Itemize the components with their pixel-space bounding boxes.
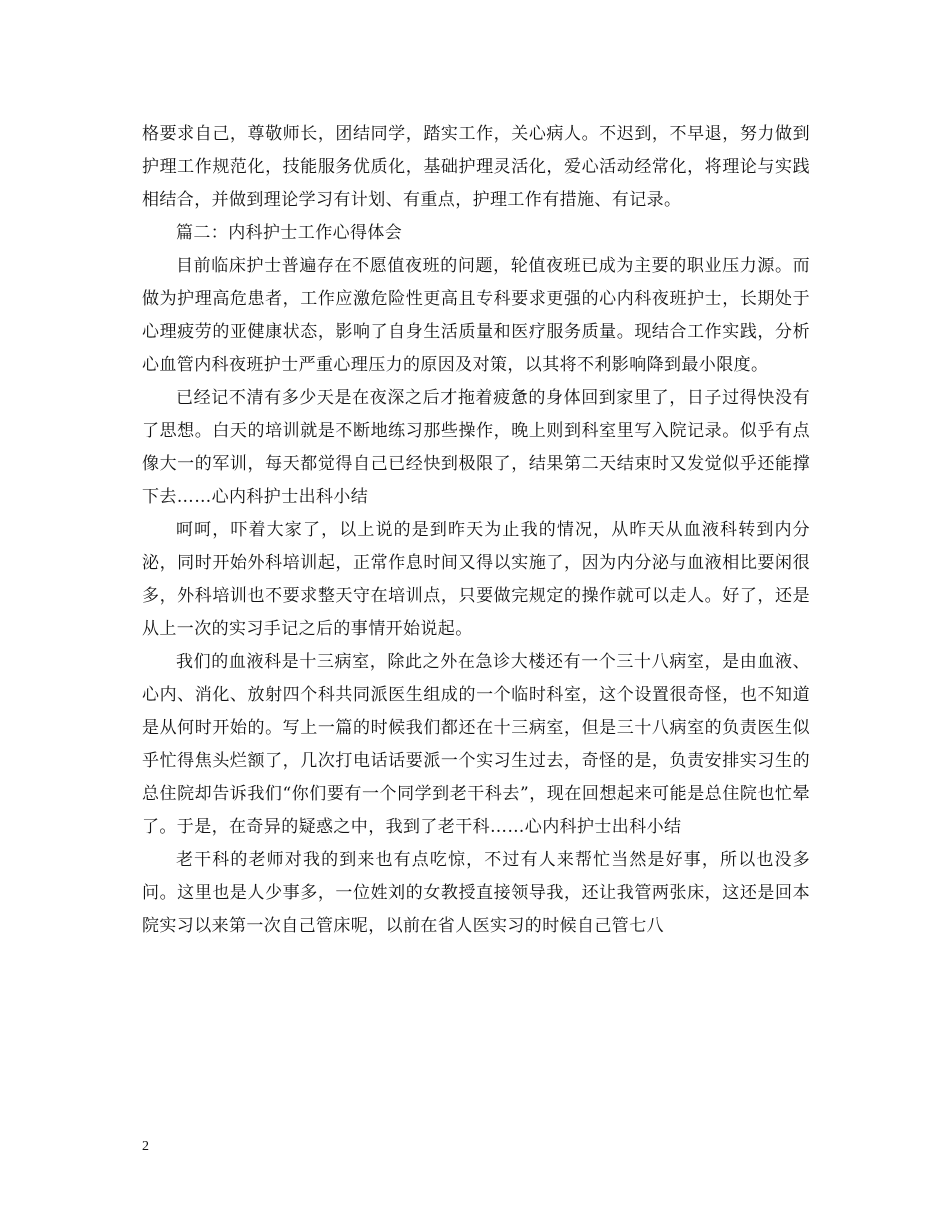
paragraph-continued: 格要求自己，尊敬师长，团结同学，踏实工作，关心病人。不迟到，不早退，努力做到护理工作规范化，技能服务优质化，基础护理灵活化，爱心活动经常化，将理论与实践相结合，并做到理论学习有计划、有重点，护理工作有措施、有记录。 — [142, 124, 810, 210]
paragraph: 我们的血液科是十三病室，除此之外在急诊大楼还有一个三十八病室，是由血液、心内、消化、放射四个科共同派医生组成的一个临时科室，这个设置很奇怪，也不知道是从何时开始的。写上一篇的时候我们都还在十三病室，但是三十八病室的负责医生似乎忙得焦头烂额了，几次打电话话要派一个实习生过去，奇怪的是，负责安排实习生的总住院却告诉我们“你们要有一个同学到老干科去”，现在回想起来可能是总住院也忙晕了。于是，在奇异的疑惑之中，我到了老干科……心内科护士出科小结 — [142, 652, 810, 837]
paragraph: 老干科的老师对我的到来也有点吃惊，不过有人来帮忙当然是好事，所以也没多问。这里也是人少事多，一位姓刘的女教授直接领导我，还让我管两张床，这还是回本院实习以来第一次自己管床呢，以前在省人医实习的时候自己管七八 — [142, 850, 810, 936]
document-body — [142, 118, 810, 943]
paragraph: 目前临床护士普遍存在不愿值夜班的问题，轮值夜班已成为主要的职业压力源。而做为护理高危患者，工作应激危险性更高且专科要求更强的心内科夜班护士，长期处于心理疲劳的亚健康状态，影响了自身生活质量和医疗服务质量。现结合工作实践，分析心血管内科夜班护士严重心理压力的原因及对策，以其将不利影响降到最小限度。 — [142, 256, 810, 375]
page-number: 2 — [142, 1139, 149, 1154]
paragraph: 呵呵，吓着大家了，以上说的是到昨天为止我的情况，从昨天从血液科转到内分泌，同时开始外科培训起，正常作息时间又得以实施了，因为内分泌与血液相比要闲很多，外科培训也不要求整天守在培训点，只要做完规定的操作就可以走人。好了，还是从上一次的实习手记之后的事情开始说起。 — [142, 520, 810, 639]
paragraph: 已经记不清有多少天是在夜深之后才拖着疲惫的身体回到家里了，日子过得快没有了思想。白天的培训就是不断地练习那些操作，晚上则到科室里写入院记录。似乎有点像大一的军训，每天都觉得自己已经快到极限了，结果第二天结束时又发觉似乎还能撑下去……心内科护士出科小结 — [142, 388, 810, 507]
section-heading: 篇二：内科护士工作心得体会 — [176, 223, 403, 243]
